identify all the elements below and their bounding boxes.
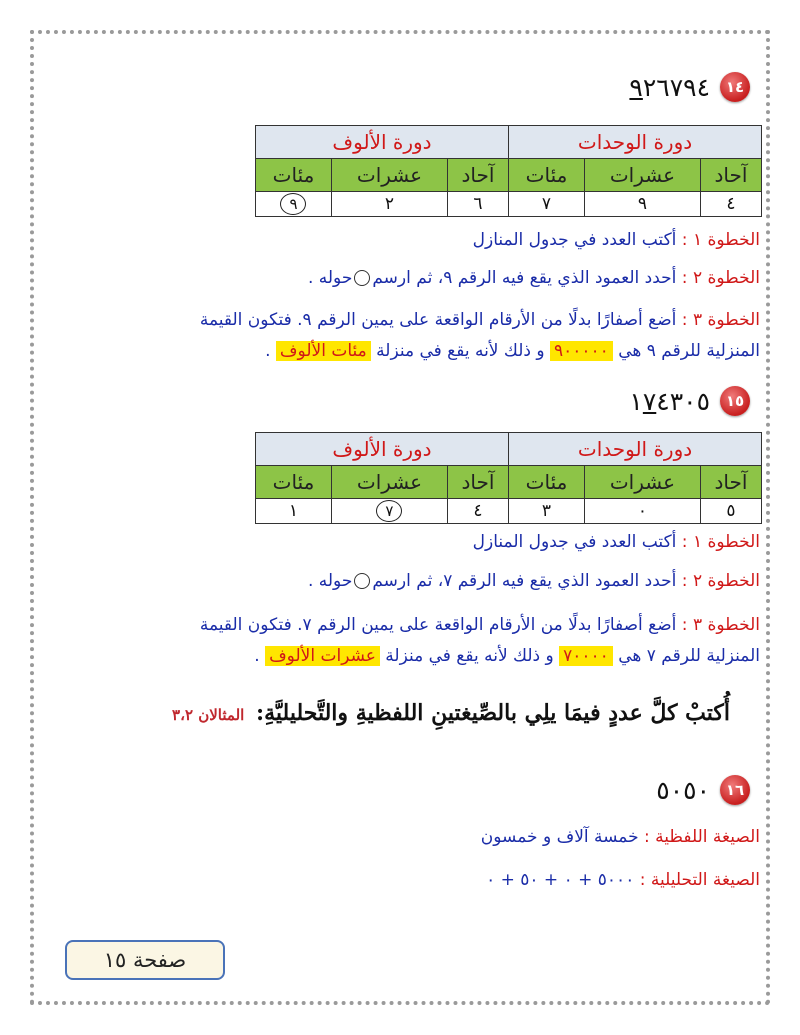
- col-ones: آحاد: [700, 466, 761, 499]
- step-line-2: المنزلية للرقم ٧ هي: [618, 646, 760, 666]
- step-text: أكتب العدد في جدول المنازل: [472, 230, 677, 250]
- circle-icon: [354, 573, 370, 589]
- step-label: الخطوة ٣ :: [681, 615, 760, 635]
- step-line-2-middle: و ذلك لأنه يقع في منزلة: [385, 646, 554, 666]
- expanded-form: [486, 870, 760, 890]
- step-label: الخطوة ١ :: [681, 532, 760, 552]
- underlined-digit: ٧: [642, 386, 657, 416]
- step-line-1: أضع أصفارًا بدلًا من الأرقام الواقعة على يمين الرقم ٧. فتكون القيمة: [199, 615, 677, 635]
- col-thousands-ones: آحاد: [447, 159, 508, 192]
- problem-16-header: [656, 775, 750, 805]
- step-label: الخطوة ١ :: [681, 230, 760, 250]
- place-name-highlight: عشرات الألوف: [265, 646, 380, 666]
- step-text: أحدد العمود الذي يقع فيه الرقم ٩، ثم ارسم: [372, 268, 677, 288]
- col-thousands-tens: عشرات: [331, 159, 447, 192]
- expanded-form-label: الصيغة التحليلية :: [639, 870, 760, 890]
- col-tens: عشرات: [584, 159, 700, 192]
- col-thousands-ones: آحاد: [447, 466, 508, 499]
- col-tens: عشرات: [584, 466, 700, 499]
- examples-reference: المثالان ٣،٢: [172, 706, 245, 724]
- step-line-2-middle: و ذلك لأنه يقع في منزلة: [376, 341, 545, 361]
- problem-16-badge: ١٦: [720, 775, 750, 805]
- value-cell: ٣: [509, 499, 585, 524]
- problem-14-step-2: [308, 263, 760, 294]
- step-label: الخطوة ٢ :: [681, 268, 760, 288]
- problem-15-step-3: [40, 610, 760, 672]
- step-label: الخطوة ٣ :: [681, 310, 760, 330]
- place-value-table-14: [255, 125, 762, 217]
- page-number-label: صفحة ١٥: [65, 940, 225, 980]
- number-prefix: ١: [629, 386, 643, 416]
- step-line-1: أضع أصفارًا بدلًا من الأرقام الواقعة على يمين الرقم ٩. فتكون القيمة: [199, 310, 677, 330]
- circled-digit: ٧: [376, 500, 402, 522]
- col-hundreds: مئات: [509, 159, 585, 192]
- value-cell: ٥: [700, 499, 761, 524]
- number-rest: ٤٣٠٥: [656, 386, 710, 416]
- value-cell: ٠: [584, 499, 700, 524]
- problem-14-number: [629, 73, 710, 102]
- problem-15-number: [629, 387, 710, 416]
- verbal-form-text: خمسة آلاف و خمسون: [480, 827, 639, 847]
- units-cycle-header: دورة الوحدات: [509, 433, 762, 466]
- place-value-highlight: ٧٠٠٠٠: [559, 646, 613, 666]
- problem-15-badge: ١٥: [720, 386, 750, 416]
- section-title: [172, 700, 730, 726]
- value-cell: [331, 499, 447, 524]
- number-rest: ٢٦٧٩٤: [642, 72, 710, 102]
- col-thousands-hundreds: مئات: [256, 466, 332, 499]
- col-thousands-hundreds: مئات: [256, 159, 332, 192]
- problem-14-step-1: [473, 225, 760, 256]
- problem-14-step-3: [40, 305, 760, 367]
- expanded-form-text: ٥٠٠٠ + ٠ + ٥٠ + ٠: [486, 870, 635, 890]
- step-line-2: المنزلية للرقم ٩ هي: [618, 341, 760, 361]
- value-cell: ٤: [700, 192, 761, 217]
- step-text-end: حوله .: [307, 268, 353, 288]
- value-cell: ١: [256, 499, 332, 524]
- step-text-end: حوله .: [307, 571, 353, 591]
- thousands-cycle-header: دورة الألوف: [256, 433, 509, 466]
- problem-15-step-1: [473, 527, 760, 558]
- verbal-form: [481, 827, 760, 847]
- problem-15-header: [629, 386, 750, 416]
- step-text: أكتب العدد في جدول المنازل: [472, 532, 677, 552]
- value-cell: ٤: [447, 499, 508, 524]
- place-value-table-15: [255, 432, 762, 524]
- problem-14-badge: ١٤: [720, 72, 750, 102]
- problem-15-step-2: [308, 566, 760, 597]
- underlined-digit: ٩: [629, 72, 643, 102]
- circle-icon: [354, 270, 370, 286]
- thousands-cycle-header: دورة الألوف: [256, 126, 509, 159]
- value-cell: [256, 192, 332, 217]
- col-hundreds: مئات: [509, 466, 585, 499]
- col-thousands-tens: عشرات: [331, 466, 447, 499]
- problem-16-number: ٥٠٥٠: [656, 775, 710, 805]
- units-cycle-header: دورة الوحدات: [509, 126, 762, 159]
- value-cell: ٧: [509, 192, 585, 217]
- circled-digit: ٩: [280, 193, 306, 215]
- value-cell: ٩: [584, 192, 700, 217]
- place-name-highlight: مئات الألوف: [276, 341, 371, 361]
- verbal-form-label: الصيغة اللفظية :: [644, 827, 760, 847]
- section-title-text: أُكتبْ كلَّ عددٍ فيمَا يلِي بالصِّيغتينِ اللفظيةِ والتَّحليليَّةِ:: [256, 700, 730, 726]
- step-end: .: [254, 646, 260, 666]
- problem-14-header: [629, 72, 750, 102]
- place-value-highlight: ٩٠٠٠٠٠: [550, 341, 613, 361]
- value-cell: ٦: [447, 192, 508, 217]
- step-label: الخطوة ٢ :: [681, 571, 760, 591]
- step-end: .: [265, 341, 271, 361]
- step-text: أحدد العمود الذي يقع فيه الرقم ٧، ثم ارسم: [372, 571, 677, 591]
- col-ones: آحاد: [700, 159, 761, 192]
- value-cell: ٢: [331, 192, 447, 217]
